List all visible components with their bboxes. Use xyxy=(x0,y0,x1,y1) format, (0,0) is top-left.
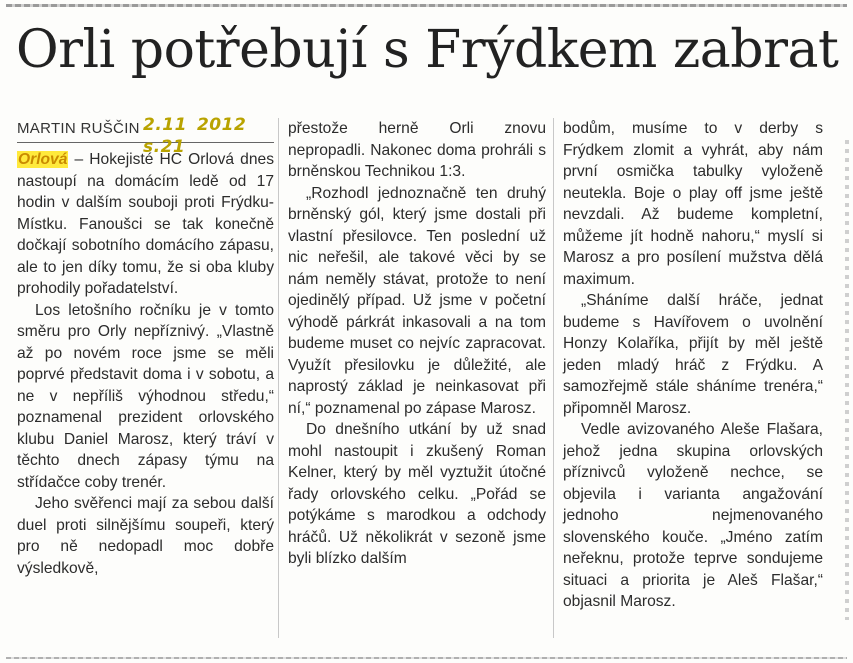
column-divider xyxy=(278,118,279,638)
scan-border-bottom xyxy=(6,657,847,659)
handwritten-date-note xyxy=(143,115,274,158)
place-dateline: Orlová xyxy=(18,151,68,168)
article-paragraph: Jeho svěřenci mají za sebou další duel proti silnějšímu soupeři, který pro ně nedopadl moc dobře výsledkově, xyxy=(17,495,274,577)
article-paragraph: „Rozhodl jednoznačně ten druhý brněnský gól, který jsme dostali při vlastní přesilovce. Ten poslední už nic neřešil, ale takové věci by se nám neměly stávat, protože to není ojedinělý případ. Už jsme v početní výhodě párkrát inkasovali a na tom budeme muset co nejvíc zapracovat. Využít přesilovku je důležité, ale naprostý základ je neinkasovat při ní,“ poznamenal po zápase Marosz. xyxy=(288,184,546,417)
byline xyxy=(17,115,274,157)
column-divider xyxy=(553,118,554,638)
article-paragraph: Los letošního ročníku je v tomto směru pro Orly nepříznivý. „Vlastně až po novém roce jsme se měli poprvé představit doma i v sobotu, a ne v nepříliš výhodnou středu,“ poznamenal prezident orlovského klubu Daniel Marosz, který tráví v těchto dnech zápasy týmu na střídačce coby trenér. xyxy=(17,301,274,491)
handwritten-page: s.21 xyxy=(143,136,186,157)
article-paragraph: přestože herně Orli znovu nepropadli. Nakonec doma prohráli s brněnskou Technikou 1:3. xyxy=(288,120,546,180)
article-column-1 xyxy=(17,115,274,579)
article-paragraph: Do dnešního utkání by už snad mohl nastoupit i zkušený Roman Kelner, který by měl vyztužit útočné řady orlovského celku. „Pořád se potýkáme s marodkou a odchody hráčů. Už několikrát v sezoně jsme byli blízko dalším xyxy=(288,421,546,567)
article-paragraph: bodům, musíme to v derby s Frýdkem zlomit a vyhrát, aby nám první osmička tabulky vyloženě neutekla. Boje o play off jsme ještě nevzdali. Až budeme kompletní, můžeme jít hodně nahoru,“ myslí si Marosz a pro posílení mužstva dělá maximum. xyxy=(563,120,823,288)
article-column-2 xyxy=(288,118,546,570)
author-name: MARTIN RUŠČIN xyxy=(17,120,140,137)
article-paragraph xyxy=(17,149,274,300)
article-headline: Orli potřebují s Frýdkem zabrat xyxy=(16,20,839,80)
scan-border-top xyxy=(6,4,847,7)
article-column-3 xyxy=(563,118,823,613)
handwritten-date: 2.11 xyxy=(143,115,187,135)
handwritten-year: 2012 xyxy=(196,115,247,135)
article-paragraph: Vedle avizovaného Aleše Flašara, jehož jedna skupina orlovských příznivců vyloženě nechce, se objevila i varianta angažování jednoho nejmenovaného slovenského kouče. „Jméno zatím neřeknu, protože teprve sondujeme situaci a priorita je Aleš Flašar,“ objasnil Marosz. xyxy=(563,421,823,610)
lead-text: – Hokejisté HC Orlová dnes nastoupí na domácím ledě od 17 hodin v dalším souboji proti Frýdku-Místku. Fanoušci se tak konečně dočkají sobotního domácího zápasu, ale to jen díky tomu, že si oba kluby prohodily pořadatelství. xyxy=(17,151,274,297)
scan-edge-dots xyxy=(845,140,849,620)
article-paragraph: „Sháníme další hráče, jednat budeme s Havířovem o uvolnění Honzy Kolaříka, přijít by měl ještě jeden mladý hráč z Frýdku. A samozřejmě stále sháníme trenéra,“ připomněl Marosz. xyxy=(563,292,823,417)
